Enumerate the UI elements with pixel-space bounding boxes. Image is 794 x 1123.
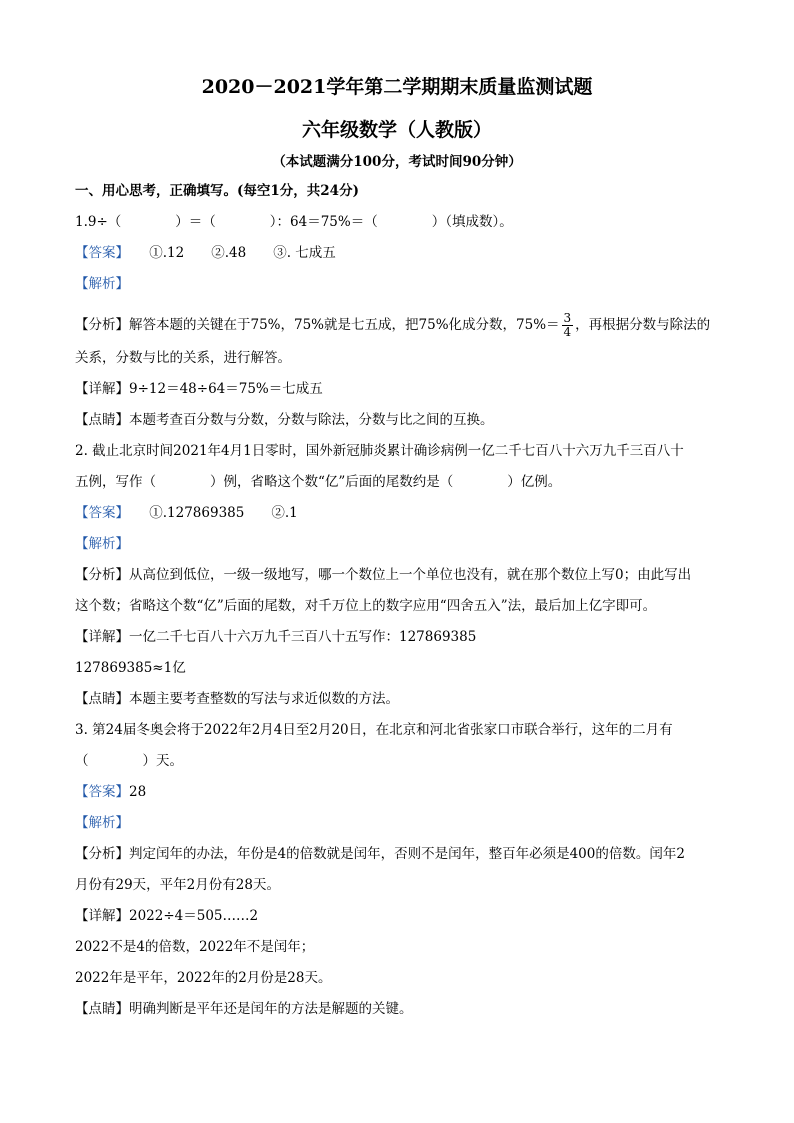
q2-comment-row xyxy=(75,689,725,709)
q3-comment: 明确判断是平年还是闰年的方法是解题的关键。 xyxy=(129,1001,413,1017)
q2-detail-line1: 一亿二千七百八十六万九千三百八十五写作：127869385 xyxy=(129,629,477,645)
fraction-numerator: 3 xyxy=(563,311,572,325)
q1-fenxi-row xyxy=(75,312,725,339)
section-heading: 一、用心思考，正确填写。(每空1分，共24分) xyxy=(75,183,359,199)
comment-label: 【点睛】 xyxy=(75,691,129,707)
q2-fenxi-line2: 这个数；省略这个数“亿”后面的尾数，对千万位上的数字应用“四舍五入”法，最后加上亿字即可。 xyxy=(75,598,657,614)
q3-fenxi-row xyxy=(75,844,725,864)
q3-fenxi-line2: 月份有29天，平年2月份有28天。 xyxy=(75,877,280,893)
q1-stem: 1.9÷（ ）＝（ ）：64＝75%＝（ ）（填成数）。 xyxy=(75,214,513,230)
answer-label: 【答案】 xyxy=(75,505,123,521)
q2-comment: 本题主要考查整数的写法与求近似数的方法。 xyxy=(129,691,399,707)
q3-analysis-label xyxy=(75,813,725,833)
q3-stem-line2: （ ）天。 xyxy=(75,753,183,769)
q3-detail-line2: 2022不是4的倍数，2022年不是闰年； xyxy=(75,939,315,955)
q3-detail-line3: 2022年是平年，2022年的2月份是28天。 xyxy=(75,970,332,986)
q3-comment-row xyxy=(75,999,725,1019)
q2-detail-line2: 127869385≈1亿 xyxy=(75,660,186,676)
q1-fenxi-post: ，再根据分数与除法的 xyxy=(575,317,711,333)
q2-answer-row xyxy=(75,503,725,523)
q3-detail-line1: 2022÷4＝505……2 xyxy=(129,908,259,924)
q2-stem-line2: 五例，写作（ ）例，省略这个数“亿”后面的尾数约是（ ）亿例。 xyxy=(75,474,562,490)
q1-answer: ①.12 ②.48 ③. 七成五 xyxy=(122,245,336,261)
q2-detail-row xyxy=(75,627,725,647)
q2-fenxi-row xyxy=(75,565,725,585)
q3-answer-row xyxy=(75,782,725,802)
fenxi-label: 【分析】 xyxy=(75,317,129,333)
fenxi-label: 【分析】 xyxy=(75,846,129,862)
q3-fenxi-line1: 判定闰年的办法，年份是4的倍数就是闰年，否则不是闰年，整百年必须是400的倍数。闰年2 xyxy=(129,846,685,862)
q1-comment: 本题考查百分数与分数，分数与除法，分数与比之间的互换。 xyxy=(129,412,494,428)
q1-fenxi-line2: 关系，分数与比的关系，进行解答。 xyxy=(75,350,291,366)
analysis-label: 【解析】 xyxy=(75,536,129,552)
analysis-label: 【解析】 xyxy=(75,815,129,831)
q2-answer: ①.127869385 ②.1 xyxy=(122,505,298,521)
comment-label: 【点睛】 xyxy=(75,412,129,428)
q1-analysis-label xyxy=(75,274,725,294)
q3-detail-row xyxy=(75,906,725,926)
q1-answer-row xyxy=(75,243,725,263)
answer-label: 【答案】 xyxy=(75,245,123,261)
fraction-denominator: 4 xyxy=(563,325,572,339)
detail-label: 【详解】 xyxy=(75,629,129,645)
q2-analysis-label xyxy=(75,534,725,554)
comment-label: 【点睛】 xyxy=(75,1001,129,1017)
q3-answer: 28 xyxy=(129,784,147,800)
exam-title: 2020－2021学年第二学期期末质量监测试题 xyxy=(201,76,593,98)
detail-label: 【详解】 xyxy=(75,381,129,397)
q1-detail-row xyxy=(75,379,725,399)
q2-stem-line1: 2. 截止北京时间2021年4月1日零时，国外新冠肺炎累计确诊病例一亿二千七百八十六万九千三百八十 xyxy=(75,443,684,459)
detail-label: 【详解】 xyxy=(75,908,129,924)
q3-stem-line1: 3. 第24届冬奥会将于2022年2月4日至2月20日，在北京和河北省张家口市联合举行，这年的二月有 xyxy=(75,722,673,738)
q1-detail: 9÷12＝48÷64＝75%＝七成五 xyxy=(129,381,323,397)
fenxi-label: 【分析】 xyxy=(75,567,129,583)
answer-label: 【答案】 xyxy=(75,784,129,800)
exam-subtitle: 六年级数学（人教版） xyxy=(301,119,492,141)
q1-comment-row xyxy=(75,410,725,430)
fraction xyxy=(562,312,574,339)
analysis-label: 【解析】 xyxy=(75,276,129,292)
q2-fenxi-line1: 从高位到低位，一级一级地写，哪一个数位上一个单位也没有，就在那个数位上写0；由此写出 xyxy=(129,567,692,583)
q1-fenxi-pre: 解答本题的关键在于75%，75%就是七五成，把75%化成分数，75%＝ xyxy=(129,317,560,333)
exam-note: （本试题满分100分，考试时间90分钟） xyxy=(272,154,522,170)
